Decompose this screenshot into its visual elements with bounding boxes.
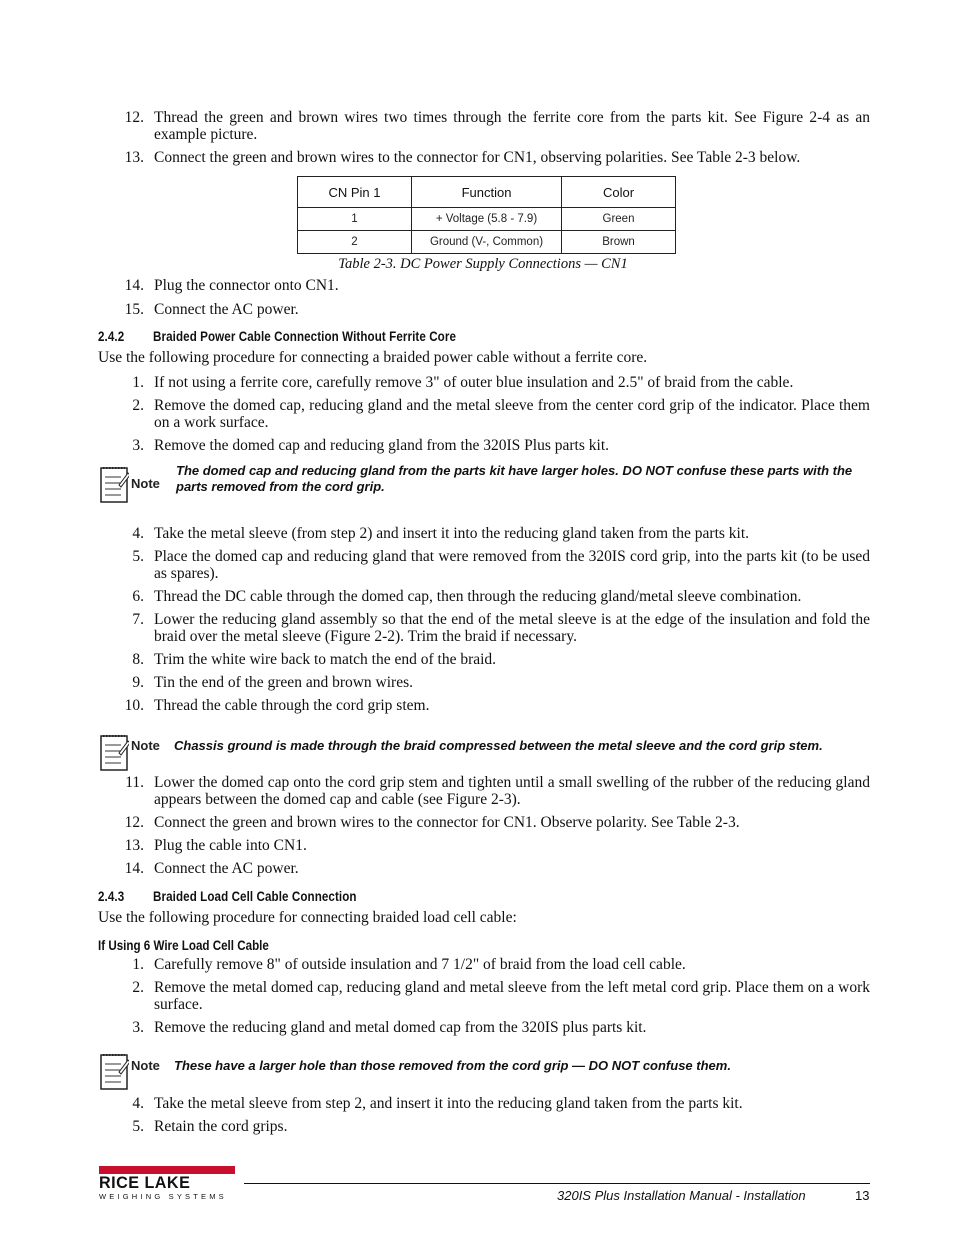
list-item: 15. Connect the AC power. [124,301,299,318]
rice-lake-logo [99,1166,235,1202]
list-item: 4. Take the metal sleeve (from step 2) and insert it into the reducing gland taken from the parts kit. [132,525,750,542]
section-intro: Use the following procedure for connecting a braided power cable without a ferrite core. [98,349,648,366]
logo-subtitle: WEIGHING SYSTEMS [99,1192,227,1201]
footer-title: 320IS Plus Installation Manual - Installation [557,1188,806,1203]
list-item: 9. Tin the end of the green and brown wires. [132,674,413,691]
table-header: Color [562,177,676,208]
steps-list [98,956,870,1036]
notepad-icon [99,1050,129,1084]
note-box [99,463,879,497]
list-item: 2. Remove the domed cap, reducing gland and the metal sleeve from the center cord grip of the indicator. Place them on a work surface. [132,397,870,431]
subheading: If Using 6 Wire Load Cell Cable [98,938,269,953]
list-item: 6. Thread the DC cable through the domed cap, then through the reducing gland/metal sleeve combination. [132,588,802,605]
list-item: 13. Plug the cable into CN1. [124,837,307,854]
note-label: Note [131,1058,160,1073]
table-caption: Table 2-3. DC Power Supply Connections — CN1 [338,256,628,272]
table-row [298,208,676,231]
notepad-icon [99,463,129,497]
section-intro: Use the following procedure for connecting braided load cell cable: [98,909,517,926]
list-item: 5. Retain the cord grips. [132,1118,288,1135]
table-header: CN Pin 1 [298,177,412,208]
steps-list [98,374,870,454]
table-cell: 2 [298,231,412,254]
dc-power-table [297,176,676,254]
table-cell: 1 [298,208,412,231]
list-item: 14. Plug the connector onto CN1. [124,277,339,294]
note-box [99,1050,879,1084]
logo-wordmark: RICE LAKE [99,1173,191,1192]
list-item: 1. Carefully remove 8" of outside insulation and 7 1/2" of braid from the load cell cable. [132,956,686,973]
page-number: 13 [855,1188,870,1203]
list-item: 2. Remove the metal domed cap, reducing gland and metal sleeve from the left metal cord grip. Place them on a work surface. [132,979,870,1013]
list-item: 14. Connect the AC power. [124,860,299,877]
table-cell: Green [562,208,676,231]
list-item: 13. Connect the green and brown wires to the connector for CN1, observing polarities. See Table 2-3 below. [124,149,801,166]
list-item: 12. Connect the green and brown wires to the connector for CN1. Observe polarity. See Table 2-3. [124,814,740,831]
table-cell: + Voltage (5.8 - 7.9) [412,208,562,231]
list-item: 7. Lower the reducing gland assembly so that the end of the metal sleeve is at the edge of the insulation and fold the braid over the metal sleeve (Figure 2-2). Trim the braid if necessary. [132,611,870,645]
steps-list [98,109,870,166]
steps-list [98,1095,870,1135]
section-heading: 2.4.2 Braided Power Cable Connection Without Ferrite Core [98,329,456,344]
note-box [99,731,879,765]
steps-list [98,774,870,877]
footer-divider [244,1183,870,1184]
section-heading: 2.4.3 Braided Load Cell Cable Connection [98,889,357,904]
list-item: 11. Lower the domed cap onto the cord grip stem and tighten until a small swelling of the rubber of the reducing gland appears between the domed cap and cable (see Figure 2-3). [125,774,870,808]
list-item: 5. Place the domed cap and reducing gland that were removed from the 320IS cord grip, into the parts kit (to be used as spares). [132,548,870,582]
table-cell: Ground (V-, Common) [412,231,562,254]
note-text: The domed cap and reducing gland from the parts kit have larger holes. DO NOT confuse these parts with the parts removed from the cord grip. [176,463,853,494]
table-row [298,231,676,254]
list-item: 12. Thread the green and brown wires two times through the ferrite core from the parts kit. See Figure 2-4 as an example picture. [124,109,870,143]
steps-list [98,277,870,318]
list-item: 3. Remove the domed cap and reducing gland from the 320IS Plus parts kit. [132,437,610,454]
list-item: 1. If not using a ferrite core, carefully remove 3" of outer blue insulation and 2.5" of braid from the cable. [132,374,794,391]
steps-list [98,525,870,714]
note-label: Note [131,476,160,491]
note-label: Note [131,738,160,753]
list-item: 4. Take the metal sleeve from step 2, and insert it into the reducing gland taken from the parts kit. [132,1095,743,1112]
note-text: These have a larger hole than those removed from the cord grip — DO NOT confuse them. [174,1058,731,1073]
notepad-icon [99,731,129,765]
table-cell: Brown [562,231,676,254]
note-text: Chassis ground is made through the braid compressed between the metal sleeve and the cord grip stem. [174,738,823,753]
list-item: 10. Thread the cable through the cord grip stem. [124,697,430,714]
list-item: 3. Remove the reducing gland and metal domed cap from the 320IS plus parts kit. [132,1019,647,1036]
table-header: Function [412,177,562,208]
list-item: 8. Trim the white wire back to match the end of the braid. [132,651,497,668]
